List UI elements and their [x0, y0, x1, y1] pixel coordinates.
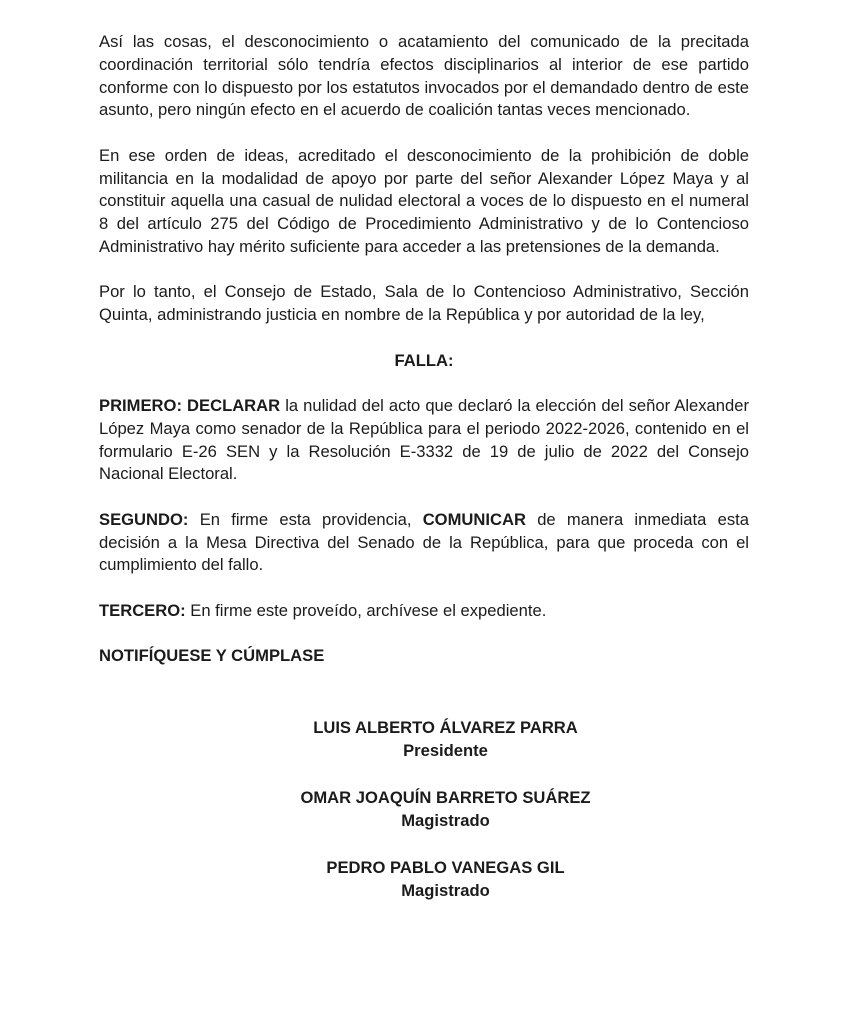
spacer [99, 486, 749, 509]
signatory-name: OMAR JOAQUÍN BARRETO SUÁREZ [300, 787, 591, 807]
spacer [99, 577, 749, 600]
signatory-name: LUIS ALBERTO ÁLVAREZ PARRA [313, 717, 578, 737]
spacer [99, 259, 749, 282]
spacer [99, 122, 749, 145]
resolution-segundo-text-after: de manera inmediata esta decisión a la Mesa Directiva del Senado de la República, para que proceda con el cumplimiento del fallo. [99, 509, 749, 575]
spacer [99, 832, 749, 856]
resolution-segundo-verb: COMUNICAR [422, 509, 526, 529]
spacer [99, 762, 749, 786]
signatory-role: Magistrado [401, 880, 490, 900]
paragraph-double-militancy: En ese orden de ideas, acreditado el desconocimiento de la prohibición de doble militancia en la modalidad de apoyo por parte del señor Alexander López Maya y al constituir aquella una casual de nulidad electoral a voces de lo dispuesto en el numeral 8 del artículo 275 del Código de Procedimiento Administrativo y de lo Contencioso Administrativo hay mérito suficiente para acceder a las pretensiones de la demanda. [99, 145, 749, 256]
signatory-role: Presidente [403, 740, 488, 760]
resolution-segundo-label: SEGUNDO: [99, 509, 189, 529]
paragraph-council-authority: Por lo tanto, el Consejo de Estado, Sala de lo Contencioso Administrativo, Sección Quinta, administrando justicia en nombre de la República y por autoridad de la ley, [99, 282, 749, 325]
signatory-role: Magistrado [401, 810, 490, 830]
paragraph-coalition-effects: Así las cosas, el desconocimiento o acatamiento del comunicado de la precitada coordinación territorial sólo tendría efectos disciplinarios al interior de ese partido conforme con lo dispuesto por los estatutos invocados por el demandado dentro de este asunto, pero ningún efecto en el acuerdo de coalición tantas veces mencionado. [99, 32, 749, 120]
resolution-primero-verb: DECLARAR [187, 395, 281, 415]
resolution-tercero-label: TERCERO: [99, 600, 186, 620]
resolution-segundo [99, 509, 749, 577]
spacer [99, 372, 749, 395]
resolution-tercero-text: En firme este proveído, archívese el expediente. [185, 600, 547, 620]
resolution-primero-label: PRIMERO: [99, 395, 182, 415]
closing-formula [99, 645, 749, 668]
spacer [99, 623, 749, 646]
resolution-primero [99, 395, 749, 486]
resolution-primero-text: la nulidad del acto que declaró la elección del señor Alexander López Maya como senador de la República para el periodo 2022-2026, contenido en el formulario E-26 SEN y la Resolución E-3332 de 19 de julio de 2022 del Consejo Nacional Electoral. [99, 395, 749, 484]
resolution-segundo-text-before: En firme esta providencia, [188, 509, 423, 529]
spacer [99, 668, 749, 716]
signature-block [99, 716, 749, 902]
falla-heading: FALLA: [394, 350, 454, 370]
closing-text: NOTIFÍQUESE Y CÚMPLASE [99, 646, 325, 666]
signatory-name: PEDRO PABLO VANEGAS GIL [326, 857, 565, 877]
resolution-tercero [99, 600, 749, 623]
spacer [99, 327, 749, 350]
